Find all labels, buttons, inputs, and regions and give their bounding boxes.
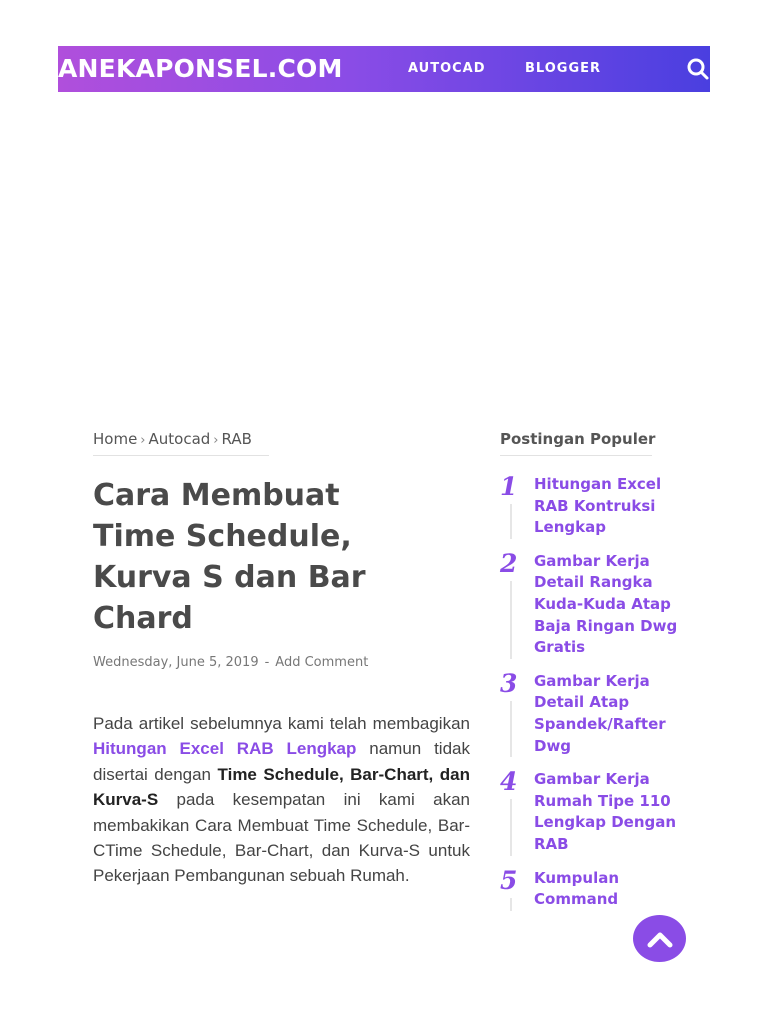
rab-excel-link[interactable]: Hitungan Excel RAB Lengkap	[93, 739, 357, 759]
search-button[interactable]	[686, 57, 710, 81]
body-text-middle: namun tidak disertai dengan	[93, 739, 470, 784]
top-navbar	[58, 46, 710, 92]
rank-divider-line	[510, 581, 512, 659]
body-text-end: pada kesempatan ini kami akan membakikan Cara Membuat Time Schedule, Bar-CTime Schedule, Bar-Chart, dan Kurva-S untuk Pekerjaan Pembangunan sebuah Rumah.	[93, 790, 470, 886]
popular-post-link[interactable]: Gambar Kerja Rumah Tipe 110 Lengkap Dengan RAB	[534, 770, 677, 853]
popular-post-item	[500, 548, 690, 659]
popular-post-item	[500, 865, 690, 911]
breadcrumb-home[interactable]: Home	[93, 430, 138, 448]
chevron-up-icon	[647, 930, 673, 948]
nav-link-autocad[interactable]: AUTOCAD	[408, 61, 486, 76]
rank-divider-line	[510, 799, 512, 855]
popular-post-item	[500, 769, 690, 855]
popular-post-rank: 1	[500, 472, 518, 501]
breadcrumb-rab[interactable]: RAB	[221, 430, 252, 448]
body-bold-text: Time Schedule, Bar-Chart, dan Kurva-S	[93, 764, 470, 810]
popular-post-item	[500, 474, 690, 539]
rank-divider-line	[510, 504, 512, 539]
popular-post-link[interactable]: Hitungan Excel RAB Kontruksi Lengkap	[534, 475, 662, 537]
rank-divider-line	[510, 898, 512, 911]
post-meta	[93, 655, 368, 670]
breadcrumb-separator: ›	[140, 433, 146, 448]
post-body	[93, 711, 470, 889]
popular-post-rank: 4	[500, 767, 518, 797]
back-to-top-button[interactable]	[633, 915, 686, 962]
popular-posts-heading: Postingan Populer	[500, 430, 652, 456]
breadcrumb-autocad[interactable]: Autocad	[148, 430, 211, 448]
breadcrumb	[93, 430, 269, 456]
popular-post-link[interactable]: Gambar Kerja Detail Rangka Kuda-Kuda Atap Baja Ringan Dwg Gratis	[534, 551, 678, 657]
rank-divider-line	[510, 701, 512, 757]
breadcrumb-separator: ›	[213, 433, 219, 448]
post-title: Cara Membuat Time Schedule, Kurva S dan Bar Chard	[93, 478, 366, 636]
post-date: Wednesday, June 5, 2019	[93, 655, 259, 670]
meta-separator: -	[264, 655, 270, 670]
popular-post-link[interactable]: Gambar Kerja Detail Atap Spandek/Rafter Dwg	[534, 671, 666, 755]
popular-post-rank: 2	[500, 548, 518, 578]
nav-link-blogger[interactable]: BLOGGER	[525, 61, 602, 76]
popular-posts-list	[500, 474, 690, 923]
add-comment-link[interactable]: Add Comment	[275, 655, 369, 670]
site-brand-logo[interactable]: ANEKAPONSEL.COM	[58, 54, 343, 83]
popular-post-rank: 5	[500, 865, 518, 895]
popular-post-rank: 3	[500, 668, 518, 698]
search-icon	[686, 57, 710, 81]
popular-post-link[interactable]: Kumpulan Command	[534, 868, 620, 909]
body-text-intro: Pada artikel sebelumnya kami telah membagikan	[93, 714, 470, 733]
popular-post-item	[500, 668, 690, 757]
